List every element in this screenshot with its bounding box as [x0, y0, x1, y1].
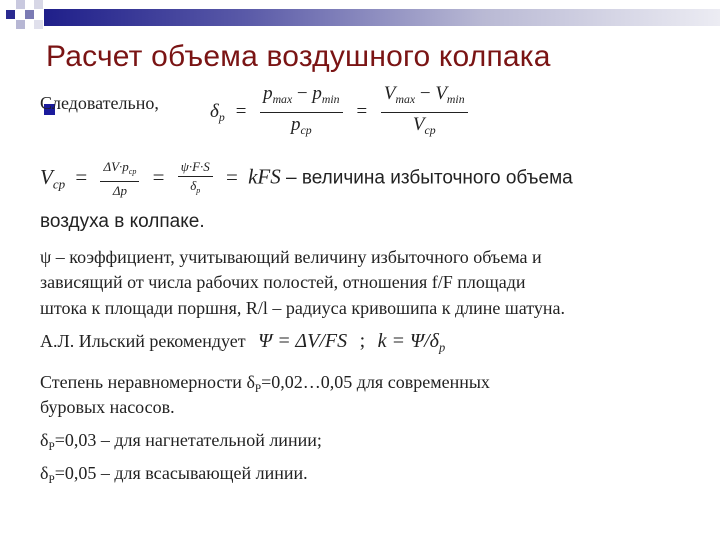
formula1-fraction-volume: $\frac{V_{max} - V_{min}}{V_{ср}}$: [381, 82, 468, 143]
psi-paragraph-line-1: ψ – коэффициент, учитывающий величину избыточного объема и: [40, 247, 542, 267]
slide-title: Расчет объема воздушного колпака: [46, 40, 551, 73]
formula2-fraction-1: $\frac{\Delta V\cdot p_{ср}}{\Delta p}$: [100, 158, 139, 200]
psi-paragraph-line-2: зависящий от числа рабочих полостей, отношения f/F площади: [40, 272, 526, 292]
formula2-rhs: kFS: [248, 164, 281, 189]
ilsky-text: А.Л. Ильский рекомендует: [40, 331, 246, 351]
formula-delta-p: [210, 82, 471, 143]
formula2-fraction-2: $\frac{\psi\cdot F\cdot S}{\delta_p}$: [178, 158, 213, 200]
ilsky-formula-psi: Ψ = ΔV/FS: [258, 330, 348, 352]
formula1-eq-2: =: [355, 100, 369, 122]
suction-line: $\delta_P=0,05$ – для всасывающей линии.: [40, 463, 308, 486]
formula1-lhs: δ: [210, 100, 219, 122]
formula1-fraction-pressure: $\frac{p_{max} - p_{min}}{p_{ср}}$: [260, 82, 342, 143]
discharge-line: $\delta_P=0,03$ – для нагнетательной линии;: [40, 430, 322, 453]
formula1-eq-1: =: [234, 100, 248, 122]
formula1-lead: Следовательно,: [40, 93, 159, 113]
ilsky-recommendation: А.Л. Ильский рекомендует Ψ = ΔV/FS ; $k = \Psi/\delta_p$: [40, 330, 446, 355]
formula2-description-line2: воздуха в колпаке.: [40, 211, 205, 232]
nonuniformity-line-2: буровых насосов.: [40, 397, 175, 417]
ilsky-formula-k: $k = \Psi/\delta_p$: [377, 330, 446, 355]
formula-v-avg: $V_{ср}$ = $\frac{\Delta V\cdot p_{ср}}{\Delta p}$ = $\frac{\psi\cdot F\cdot S}{\delta_p}$ = kFS – величина избыточного объема: [40, 159, 573, 198]
title-gradient-band: [44, 9, 720, 26]
formula2-description: – величина избыточного объема: [286, 167, 573, 189]
formula1-lhs-sub: p: [218, 111, 225, 125]
psi-paragraph-line-3: штока к площади поршня, R/l – радиуса кривошипа к длине шатуна.: [40, 298, 565, 318]
nonuniformity-line-1: Степень неравномерности $\delta_P=0,02\dots 0,05$ для современных: [40, 372, 490, 395]
